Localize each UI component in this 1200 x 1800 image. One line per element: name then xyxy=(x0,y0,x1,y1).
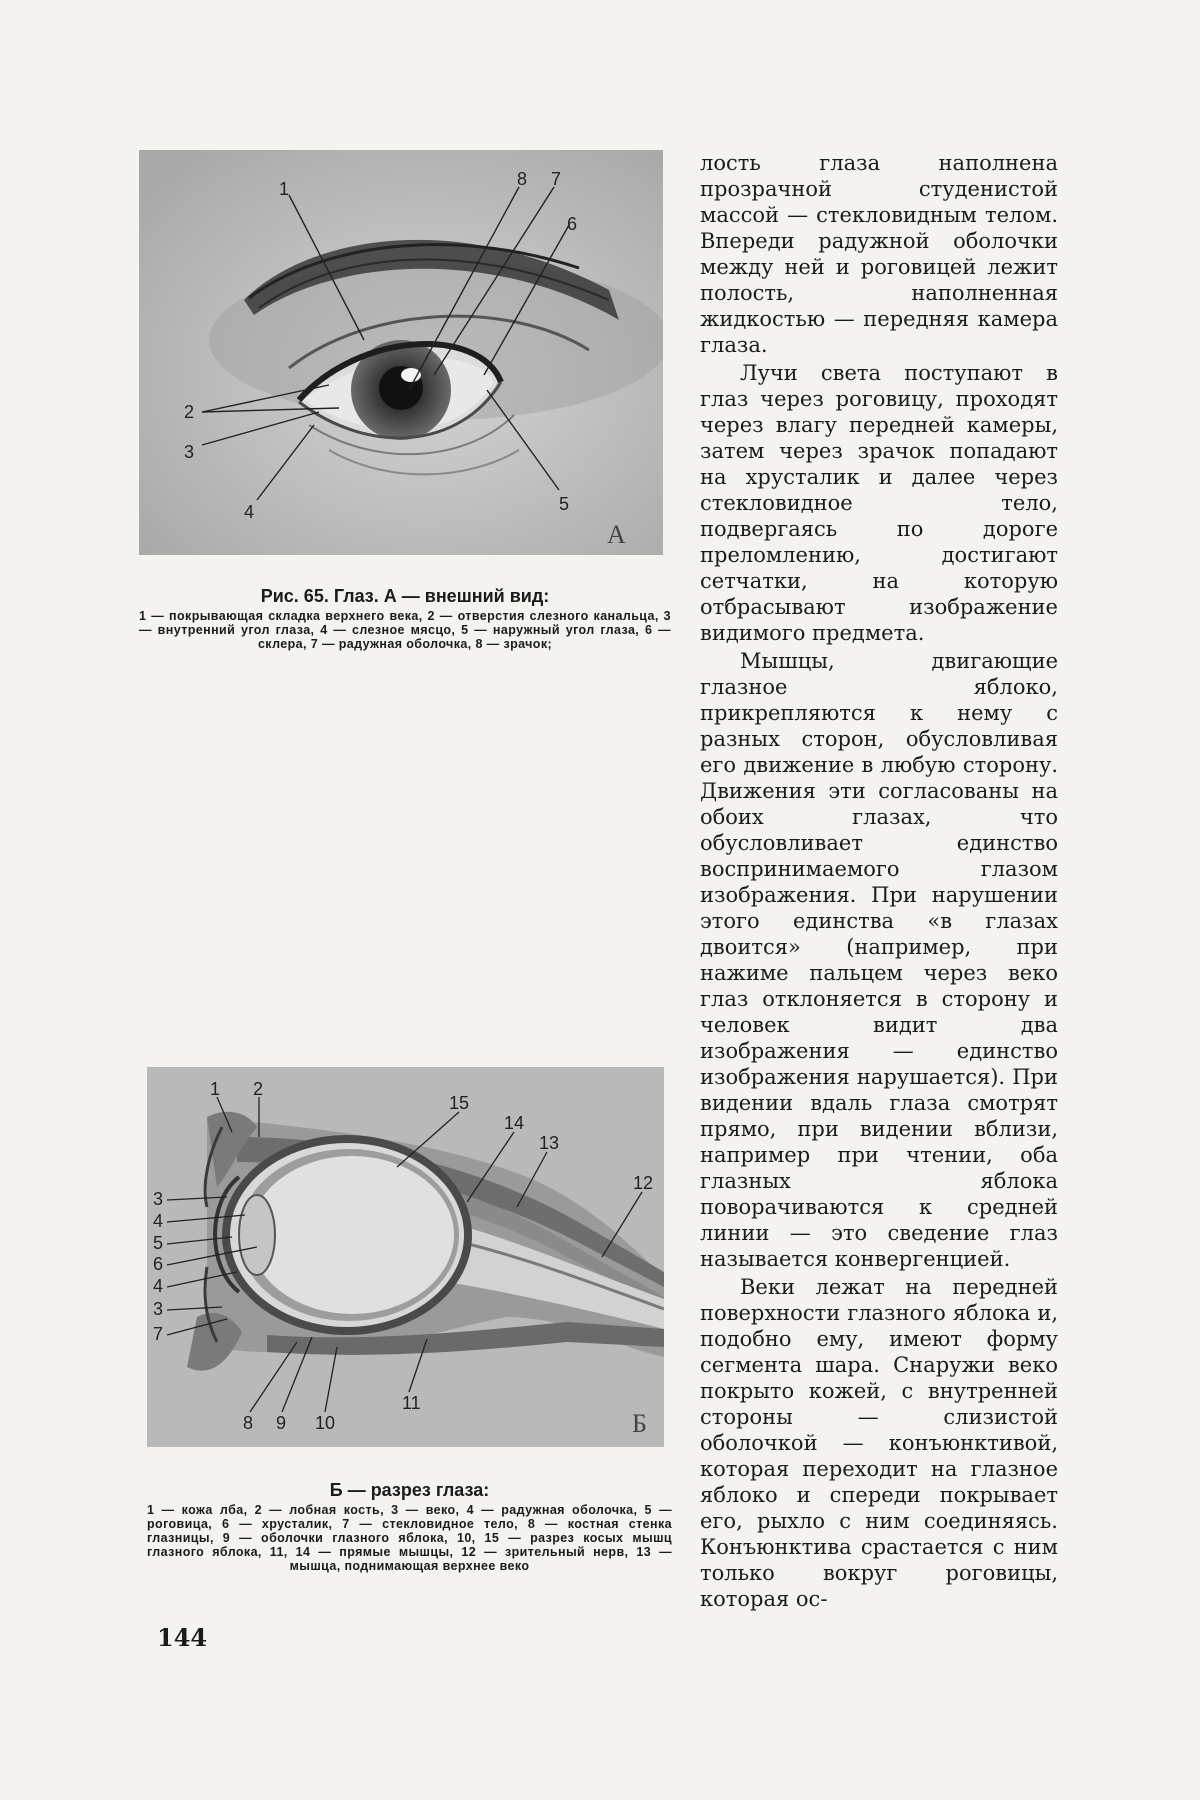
figure-b-label-7: 7 xyxy=(153,1324,164,1344)
figure-a-label-5: 5 xyxy=(559,494,570,514)
figure-a-caption-legend: 1 — покрывающая складка верхнего века, 2 — отверстия слезного канальца, 3 — внутренний угол глаза, 4 — слезное мясцо, 5 — наружный угол глаза, 6 — склера, 7 — радужная оболочка, 8 — зрачок; xyxy=(139,609,671,651)
figure-b-corner-letter: Б xyxy=(632,1409,647,1438)
figure-b-label-9: 9 xyxy=(276,1413,287,1433)
figure-b-label-3-lower: 3 xyxy=(153,1299,164,1319)
paragraph-light-path: Лучи света поступают в глаз через роговицу, проходят через влагу передней камеры, затем через зрачок попадают на хрусталик и далее через стекловидное тело, подвергаясь по дороге преломлению, достигают сетчатки, на которую отбрасывают изображение видимого предмета. xyxy=(700,361,1058,645)
figure-a-label-3: 3 xyxy=(184,442,195,462)
figure-b-label-1: 1 xyxy=(210,1079,221,1099)
figure-b-label-15: 15 xyxy=(449,1093,470,1113)
figure-b-label-4-lower: 4 xyxy=(153,1276,164,1296)
figure-b-label-6: 6 xyxy=(153,1254,164,1274)
figure-a-caption-title: Рис. 65. Глаз. А — внешний вид: xyxy=(260,586,550,606)
figure-b-label-8: 8 xyxy=(243,1413,254,1433)
figure-b-label-2: 2 xyxy=(253,1079,264,1099)
figure-a-label-2: 2 xyxy=(184,402,195,422)
paragraph-eyelids: Веки лежат на передней поверхности глазного яблока и, подобно ему, имеют форму сегмента шара. Снаружи веко покрыто кожей, с внутренней стороны — слизистой оболочкой — конъюнктивой, которая переходит на глазное яблоко и спереди покрывает его, рыхло с ним соединяясь. Конъюнктива срастается с ним только вокруг роговицы, которая ос- xyxy=(700,1275,1058,1611)
eye-section-illustration xyxy=(147,1067,664,1447)
figure-b-caption-title: Б — разрез глаза: xyxy=(329,1480,490,1500)
body-text-column xyxy=(700,150,1058,1612)
eye-external-illustration xyxy=(139,150,663,555)
figure-b-label-10: 10 xyxy=(315,1413,336,1433)
page-number: 144 xyxy=(157,1623,208,1652)
figure-b-caption xyxy=(147,1480,672,1573)
figure-b-label-13: 13 xyxy=(539,1133,560,1153)
figure-b-label-5: 5 xyxy=(153,1233,164,1253)
paragraph-eye-muscles: Мышцы, двигающие глазное яблоко, прикрепляются к нему с разных сторон, обусловливая его движение в любую сторону. Движения эти согласованы на обоих глазах, что обусловливает единство воспринимаемого глазом изображения. При нарушении этого единства «в глазах двоится» (например, при нажиме пальцем через веко глаз отклоняется в сторону и человек видит два изображения — единство изображения нарушается). При видении вдаль глаза смотрят прямо, при видении вблизи, например при чтении, оба глазных яблока поворачиваются к средней линии — это сведение глаз называется конвергенцией. xyxy=(700,649,1058,1271)
figure-eye-section xyxy=(147,1067,664,1447)
figure-b-label-3-upper: 3 xyxy=(153,1189,164,1209)
figure-a-label-1: 1 xyxy=(279,179,290,199)
figure-b-label-14: 14 xyxy=(504,1113,525,1133)
figure-a-caption xyxy=(139,586,671,651)
figure-a-label-7: 7 xyxy=(551,169,562,189)
figure-a-label-8: 8 xyxy=(517,169,528,189)
figure-a-label-6: 6 xyxy=(567,214,578,234)
figure-b-label-12: 12 xyxy=(633,1173,654,1193)
figure-b-label-11: 11 xyxy=(402,1393,421,1413)
figure-a-corner-letter: А xyxy=(607,520,626,549)
figure-b-caption-legend: 1 — кожа лба, 2 — лобная кость, 3 — веко, 4 — радужная оболочка, 5 — роговица, 6 — хрусталик, 7 — стекловидное тело, 8 — костная стенка глазницы, 9 — оболочки глазного яблока, 10, 15 — разрез косых мышц глазного яблока, 11, 14 — прямые мышцы, 12 — зрительный нерв, 13 — мышца, поднимающая верхнее веко xyxy=(147,1503,672,1573)
figure-b-label-4-upper: 4 xyxy=(153,1211,164,1231)
figure-a-label-4: 4 xyxy=(244,502,255,522)
paragraph-continuation: лость глаза наполнена прозрачной студенистой массой — стекловидным телом. Впереди радужной оболочки между ней и роговицей лежит полость, наполненная жидкостью — передняя камера глаза. xyxy=(700,151,1058,357)
figure-eye-external xyxy=(139,150,663,555)
